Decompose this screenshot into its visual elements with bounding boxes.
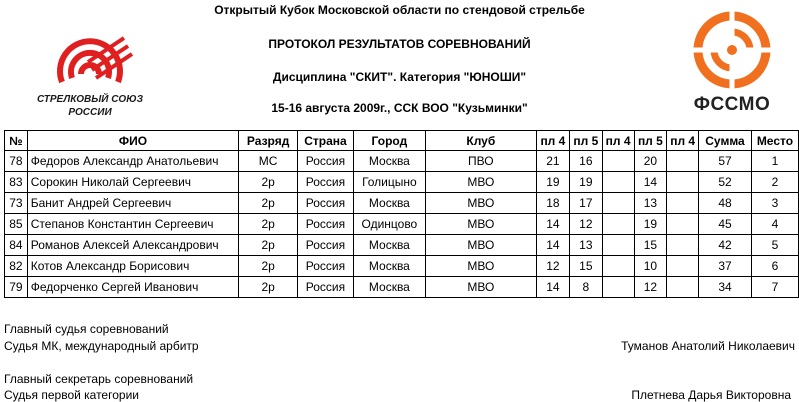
table-row: [5, 193, 799, 214]
shooting-union-logo: [20, 10, 160, 125]
cell-round-3: [602, 172, 634, 193]
cell-round-1: 14: [536, 214, 569, 235]
cell-round-1: 21: [536, 151, 569, 172]
cell-total: 37: [699, 256, 752, 277]
judge-rank: Судья МК, международный арбитр: [4, 339, 199, 353]
cell-club: ПВО: [425, 151, 536, 172]
cell-round-4: 10: [634, 256, 667, 277]
cell-rank: 2р: [239, 277, 298, 298]
cell-round-4: 20: [634, 151, 667, 172]
cell-city: Москва: [353, 235, 425, 256]
cell-club: МВО: [425, 235, 536, 256]
cell-total: 45: [699, 214, 752, 235]
cell-country: Россия: [298, 172, 354, 193]
cell-rank: 2р: [239, 235, 298, 256]
cell-round-2: 15: [570, 256, 603, 277]
cell-round-2: 17: [570, 193, 603, 214]
fssmo-logo: [672, 8, 792, 123]
cell-rank: 2р: [239, 193, 298, 214]
cell-round-4: 19: [634, 214, 667, 235]
col-number: №: [5, 131, 28, 151]
cell-number: 79: [5, 277, 28, 298]
cell-number: 83: [5, 172, 28, 193]
secretary-title: Главный секретарь соревнований: [4, 372, 194, 386]
cell-city: Москва: [353, 193, 425, 214]
cell-fio: Сорокин Николай Сергеевич: [27, 172, 238, 193]
cell-total: 48: [699, 193, 752, 214]
judge-name: Туманов Анатолий Николаевич: [621, 339, 795, 353]
cell-round-3: [602, 277, 634, 298]
cell-round-3: [602, 256, 634, 277]
cell-round-5: [667, 256, 699, 277]
cell-round-4: 14: [634, 172, 667, 193]
col-round-1: пл 4: [536, 131, 569, 151]
cell-round-2: 19: [570, 172, 603, 193]
cell-total: 52: [699, 172, 752, 193]
cell-round-5: [667, 151, 699, 172]
cell-city: Голицыно: [353, 172, 425, 193]
table-row: [5, 277, 799, 298]
cell-rank: 2р: [239, 214, 298, 235]
col-place: Место: [751, 131, 798, 151]
cell-number: 85: [5, 214, 28, 235]
cell-club: МВО: [425, 277, 536, 298]
cell-club: МВО: [425, 256, 536, 277]
event-date-venue: 15-16 августа 2009г., ССК ВОО "Кузьминки": [271, 101, 528, 115]
judge-title: Главный судья соревнований: [4, 322, 169, 336]
cell-round-5: [667, 172, 699, 193]
cell-round-4: 13: [634, 193, 667, 214]
cell-round-1: 18: [536, 193, 569, 214]
cell-place: 6: [751, 256, 798, 277]
cell-round-5: [667, 214, 699, 235]
cell-city: Москва: [353, 277, 425, 298]
target-crosshair-icon: [672, 8, 792, 94]
protocol-title: ПРОТОКОЛ РЕЗУЛЬТАТОВ СОРЕВНОВАНИЙ: [268, 37, 531, 51]
cell-country: Россия: [298, 256, 354, 277]
cell-round-5: [667, 235, 699, 256]
col-city: Город: [353, 131, 425, 151]
cell-round-3: [602, 193, 634, 214]
cell-total: 34: [699, 277, 752, 298]
col-round-5: пл 4: [667, 131, 699, 151]
cell-rank: 2р: [239, 172, 298, 193]
cell-place: 5: [751, 235, 798, 256]
cell-round-1: 14: [536, 277, 569, 298]
cell-club: МВО: [425, 172, 536, 193]
cell-round-3: [602, 235, 634, 256]
col-round-4: пл 5: [634, 131, 667, 151]
table-header-row: [5, 131, 799, 151]
table-row: [5, 235, 799, 256]
logo-left-line2: РОССИИ: [68, 107, 112, 118]
cell-fio: Банит Андрей Сергеевич: [27, 193, 238, 214]
cell-number: 78: [5, 151, 28, 172]
cell-round-2: 12: [570, 214, 603, 235]
logo-right-text: ФССМО: [693, 94, 771, 115]
col-round-3: пл 4: [602, 131, 634, 151]
cell-round-3: [602, 151, 634, 172]
cell-round-1: 14: [536, 235, 569, 256]
col-country: Страна: [298, 131, 354, 151]
cell-round-5: [667, 193, 699, 214]
col-round-2: пл 5: [570, 131, 603, 151]
cell-total: 42: [699, 235, 752, 256]
cell-place: 2: [751, 172, 798, 193]
cell-place: 1: [751, 151, 798, 172]
discipline-title: Дисциплина "СКИТ". Категория "ЮНОШИ": [272, 70, 527, 84]
cell-country: Россия: [298, 214, 354, 235]
table-row: [5, 172, 799, 193]
cell-country: Россия: [298, 235, 354, 256]
cell-city: Москва: [353, 151, 425, 172]
logo-left-line1: СТРЕЛКОВЫЙ СОЮЗ: [36, 94, 144, 105]
cell-number: 84: [5, 235, 28, 256]
table-row: [5, 256, 799, 277]
cell-country: Россия: [298, 277, 354, 298]
cell-fio: Степанов Константин Сергеевич: [27, 214, 238, 235]
cell-number: 82: [5, 256, 28, 277]
table-row: [5, 214, 799, 235]
col-total: Сумма: [699, 131, 752, 151]
cell-city: Одинцово: [353, 214, 425, 235]
cell-round-4: 12: [634, 277, 667, 298]
cell-round-1: 19: [536, 172, 569, 193]
cell-fio: Федорченко Сергей Иванович: [27, 277, 238, 298]
cell-round-1: 12: [536, 256, 569, 277]
cell-total: 57: [699, 151, 752, 172]
cell-place: 4: [751, 214, 798, 235]
cell-place: 7: [751, 277, 798, 298]
cell-place: 3: [751, 193, 798, 214]
cell-fio: Романов Алексей Александрович: [27, 235, 238, 256]
competition-title: Открытый Кубок Московской области по стендовой стрельбе: [214, 3, 585, 17]
secretary-name: Плетнева Дарья Викторовна: [631, 388, 791, 402]
cell-number: 73: [5, 193, 28, 214]
secretary-rank: Судья первой категории: [4, 388, 139, 402]
cell-club: МВО: [425, 193, 536, 214]
cell-country: Россия: [298, 151, 354, 172]
col-fio: ФИО: [27, 131, 238, 151]
col-club: Клуб: [425, 131, 536, 151]
cell-round-3: [602, 214, 634, 235]
cell-club: МВО: [425, 214, 536, 235]
cell-fio: Федоров Александр Анатольевич: [27, 151, 238, 172]
col-rank: Разряд: [239, 131, 298, 151]
cell-round-2: 16: [570, 151, 603, 172]
cell-country: Россия: [298, 193, 354, 214]
cell-rank: МС: [239, 151, 298, 172]
cell-round-2: 8: [570, 277, 603, 298]
cell-rank: 2р: [239, 256, 298, 277]
cell-round-4: 15: [634, 235, 667, 256]
cell-round-5: [667, 277, 699, 298]
cell-fio: Котов Александр Борисович: [27, 256, 238, 277]
cell-city: Москва: [353, 256, 425, 277]
cell-round-2: 13: [570, 235, 603, 256]
table-row: [5, 151, 799, 172]
target-emblem-icon: [20, 10, 160, 90]
results-table: [4, 130, 799, 298]
